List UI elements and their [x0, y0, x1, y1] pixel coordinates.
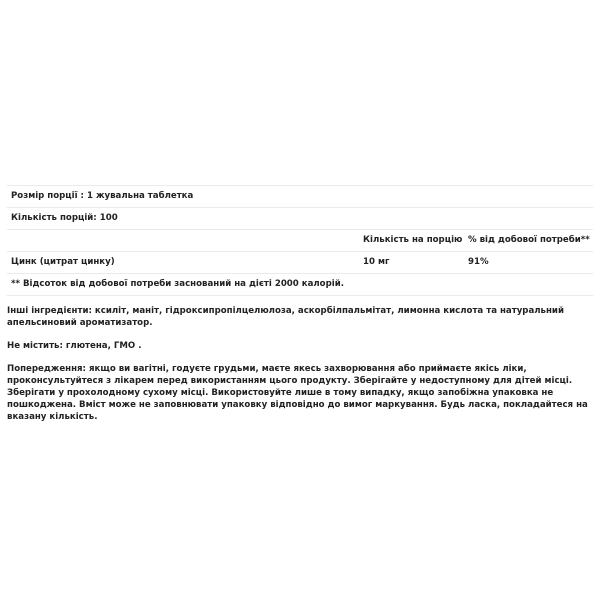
warning-text: Попередження: якщо ви вагітні, годуєте грудьми, маєте якесь захворювання або приймаєте якісь ліки, проконсультуйтеся з лікарем перед використанням цього продукту. Зберігайте у недоступному для дітей місці. Зберігати у прохолодному сухому місці. Використовуйте лише в тому випадку, якщо запобіжна упаковка не пошкоджена. Вміст може не заповнювати упаковку відповідно до вимог маркування. Будь ласка, покладайтеся на вказану кількість. [7, 364, 588, 422]
nutrient-name: Цинк (цитрат цинку) [11, 257, 115, 267]
supplement-facts-table [7, 185, 593, 296]
table-row [7, 251, 593, 273]
servings-count: Кількість порцій: 100 [11, 213, 118, 223]
daily-value-header: % від добової потреби** [468, 235, 590, 245]
serving-size-row [7, 185, 593, 207]
servings-row [7, 207, 593, 229]
nutrient-amount: 10 мг [363, 257, 390, 267]
footnote-row [7, 273, 593, 296]
table-header-row [7, 229, 593, 251]
other-ingredients: Інші інгредієнти: ксиліт, маніт, гідроксипропілцелюлоза, аскорбілпальмітат, лимонна кислота та натуральний апельсиновий ароматизатор. [7, 306, 564, 328]
amount-header: Кількість на порцію [363, 235, 463, 245]
footnote: ** Відсоток від добової потреби заснований на дієті 2000 калорій. [11, 279, 344, 289]
nutrient-daily-value: 91% [468, 257, 489, 267]
serving-size: Розмір порції : 1 жувальна таблетка [11, 191, 194, 201]
free-from: Не містить: глютена, ГМО . [7, 341, 142, 351]
